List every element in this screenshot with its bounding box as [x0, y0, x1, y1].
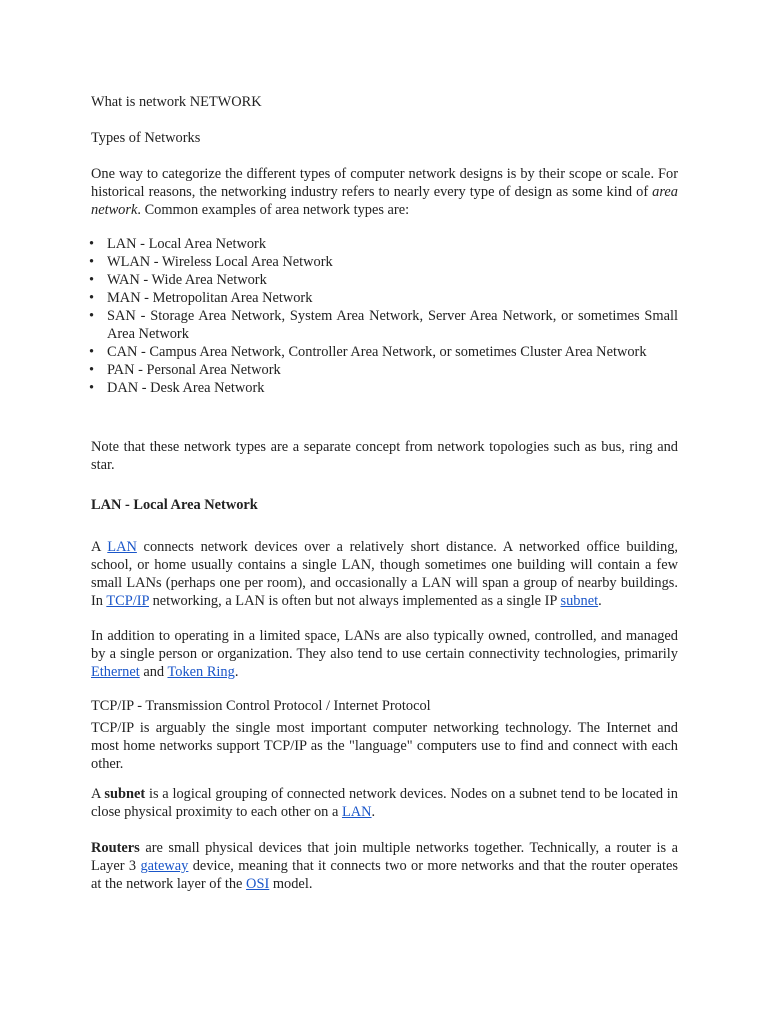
routers-term: Routers — [91, 840, 140, 856]
osi-link[interactable]: OSI — [246, 876, 270, 892]
subnet-text: is a logical grouping of connected network devices. Nodes on a subnet tend to be located in close physical proximity to each other on a — [91, 786, 678, 820]
types-heading: Types of Networks — [91, 130, 201, 146]
list-item: • CAN - Campus Area Network, Controller Area Network, or sometimes Cluster Area Network — [91, 343, 678, 361]
routers-paragraph — [91, 839, 678, 893]
lan-text: connects network devices over a relatively short distance. A networked office building, school, or home usually contains a single LAN, though sometimes one building will contain a few small LANs (perhaps one per room), and occasionally a LAN will span a group of nearby buildings. In — [91, 539, 678, 609]
subnet-term: subnet — [104, 786, 146, 802]
lan2-text: and — [139, 664, 168, 680]
routers-text: device, meaning that it connects two or more networks and that the router operates at the network layer of the — [91, 858, 678, 892]
list-item: • PAN - Personal Area Network — [91, 361, 678, 379]
tcpip-link[interactable]: TCP/IP — [106, 593, 149, 609]
lan-link[interactable]: LAN — [107, 539, 137, 555]
gateway-link[interactable]: gateway — [140, 858, 189, 874]
lan-text: A — [91, 539, 108, 555]
list-item: • SAN - Storage Area Network, System Area Network, Server Area Network, or sometimes Small Area Network — [91, 307, 678, 343]
tcpip-paragraph: TCP/IP is arguably the single most important computer networking technology. The Internet and most home networks support TCP/IP as the "language" computers use to find and connect with each other. — [91, 720, 678, 772]
list-item: • WLAN - Wireless Local Area Network — [91, 253, 678, 271]
list-item: • MAN - Metropolitan Area Network — [91, 289, 678, 307]
lan-text: networking, a LAN is often but not always implemented as a single IP — [148, 593, 561, 609]
lan-paragraph-2 — [91, 627, 678, 681]
intro-emphasis: area network — [91, 184, 678, 218]
lan-link[interactable]: LAN — [341, 804, 372, 820]
subnet-link[interactable]: subnet — [560, 593, 599, 609]
lan-heading — [91, 496, 678, 514]
subnet-text: A — [91, 786, 105, 802]
routers-text: are small physical devices that join multiple networks together. Technically, a router is a Layer 3 — [91, 840, 678, 874]
lan-heading-text: LAN - Local Area Network — [91, 497, 258, 513]
token-ring-link[interactable]: Token Ring — [167, 664, 235, 680]
list-item: • WAN - Wide Area Network — [91, 271, 678, 289]
intro-text-end: . Common examples of area network types are: — [137, 202, 410, 218]
intro-text: One way to categorize the different types of computer network designs is by their scope or scale. For historical reasons, the networking industry refers to nearly every type of design as some kind of — [91, 166, 678, 200]
note-paragraph: Note that these network types are a separate concept from network topologies such as bus, ring and star. — [91, 439, 678, 473]
subnet-paragraph — [91, 785, 678, 821]
tcpip-heading: TCP/IP - Transmission Control Protocol / Internet Protocol — [91, 698, 431, 714]
lan-paragraph-1 — [91, 538, 678, 610]
lan2-text: . — [234, 664, 239, 680]
network-types-list — [91, 235, 678, 397]
document-title: What is network NETWORK — [91, 94, 262, 110]
routers-text: model. — [269, 876, 313, 892]
lan-text: . — [598, 593, 602, 609]
ethernet-link[interactable]: Ethernet — [91, 664, 140, 680]
list-item: • LAN - Local Area Network — [91, 235, 678, 253]
lan2-text: In addition to operating in a limited space, LANs are also typically owned, controlled, and managed by a single person or organization. They also tend to use certain connectivity technologies, primarily — [91, 628, 678, 662]
intro-paragraph — [91, 165, 678, 219]
subnet-text: . — [371, 804, 376, 820]
list-item: • DAN - Desk Area Network — [91, 379, 678, 397]
